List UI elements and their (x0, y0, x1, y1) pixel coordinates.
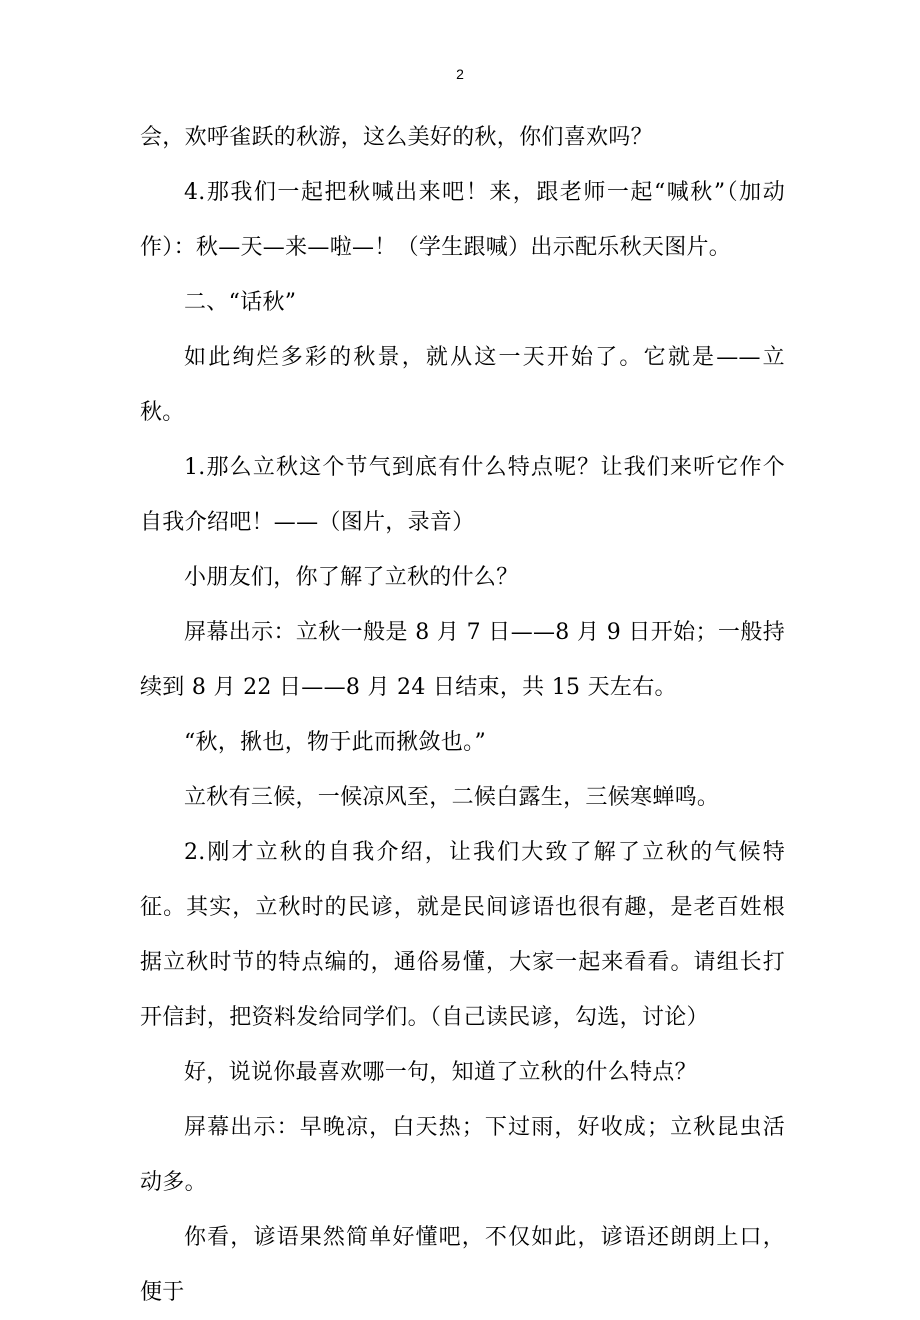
paragraph: 4.那我们一起把秋喊出来吧！来，跟老师一起“喊秋”（加动作）：秋—天—来—啦—！（学生跟喊）出示配乐秋天图片。 (140, 180, 785, 260)
paragraph: 立秋有三候，一候凉风至，二候白露生，三候寒蝉鸣。 (184, 785, 720, 810)
document-body (140, 110, 785, 1320)
paragraph: 1.那么立秋这个节气到底有什么特点呢？让我们来听它作个自我介绍吧！——（图片，录音） (140, 455, 785, 535)
quote-paragraph: “秋，揪也，物于此而揪敛也。” (184, 730, 486, 755)
section-heading: 二、“话秋” (184, 290, 297, 315)
page-number: 2 (456, 66, 464, 82)
paragraph: 会，欢呼雀跃的秋游，这么美好的秋，你们喜欢吗？ (140, 125, 653, 150)
paragraph: 屏幕出示：立秋一般是 8 月 7 日——8 月 9 日开始；一般持续到 8 月 22 日——8 月 24 日结束，共 15 天左右。 (140, 620, 785, 700)
paragraph: 你看，谚语果然简单好懂吧，不仅如此，谚语还朗朗上口，便于 (140, 1225, 785, 1305)
paragraph: 如此绚烂多彩的秋景，就从这一天开始了。它就是——立秋。 (140, 345, 785, 425)
paragraph: 2.刚才立秋的自我介绍，让我们大致了解了立秋的气候特征。其实，立秋时的民谚，就是民间谚语也很有趣，是老百姓根据立秋时节的特点编的，通俗易懂，大家一起来看看。请组长打开信封，把资料发给同学们。（自己读民谚，勾选，讨论） (140, 840, 785, 1030)
paragraph: 屏幕出示：早晚凉，白天热；下过雨，好收成；立秋昆虫活动多。 (140, 1115, 785, 1195)
paragraph: 好，说说你最喜欢哪一句，知道了立秋的什么特点？ (184, 1060, 697, 1085)
paragraph: 小朋友们，你了解了立秋的什么？ (184, 565, 519, 590)
